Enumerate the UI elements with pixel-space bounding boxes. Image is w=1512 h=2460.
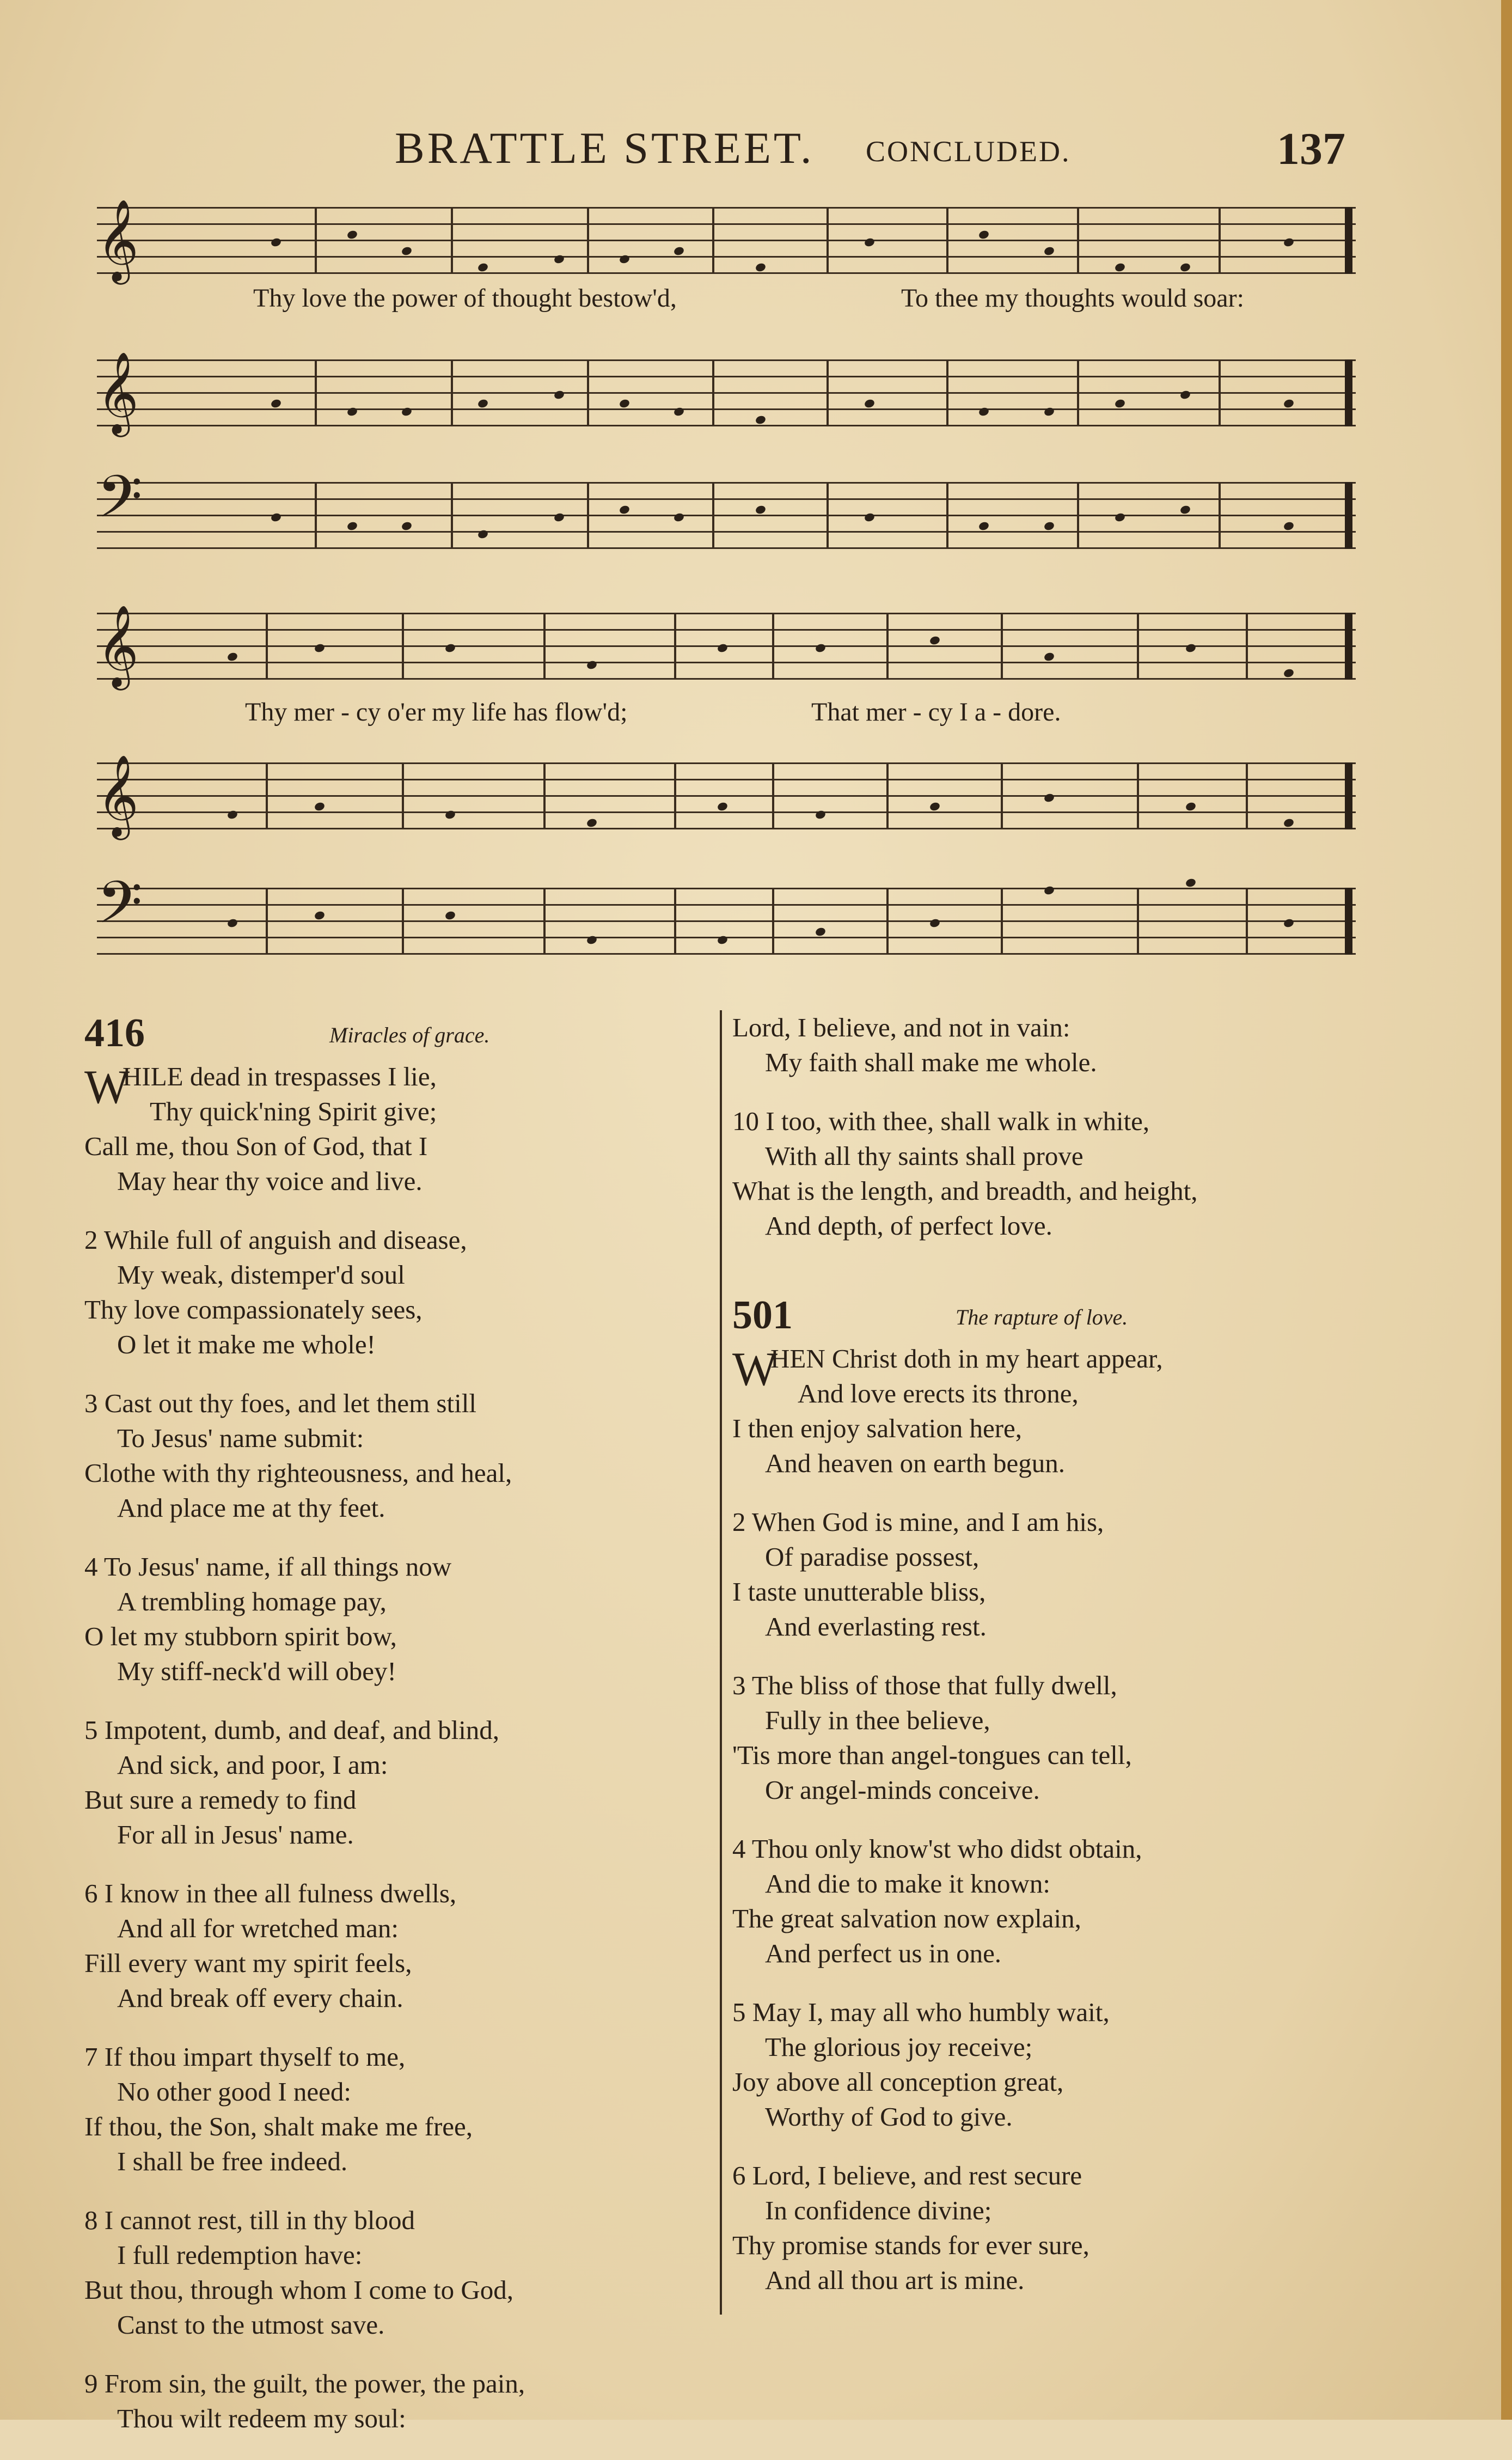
hymn-416-verse-9-continued: Lord, I believe, and not in vain: My faith shall make me whole. [732, 1012, 1097, 1077]
page-edge [1501, 0, 1512, 2420]
treble-clef-icon: 𝄞 [97, 754, 139, 837]
lyrics-line-2a: Thy mer - cy o'er my life has flow'd; [245, 698, 628, 727]
tune-subtitle: CONCLUDED. [866, 135, 1071, 168]
drop-cap: W [732, 1343, 778, 1396]
lyrics-line-1b: To thee my thoughts would soar: [901, 284, 1244, 313]
verse-2: 2 When God is mine, and I am his, Of paradise possest, I taste unutterable bliss, And everlasting rest. [732, 1507, 1104, 1641]
treble-clef-icon: 𝄞 [97, 351, 139, 434]
hymn-number: 416 [84, 1011, 145, 1055]
staff-treble-melody-2 [97, 604, 1356, 687]
verse-6: 6 I know in thee all fulness dwells, And all for wretched man: Fill every want my spirit feels, And break off every chain. [84, 1878, 457, 2013]
lyrics-line-2b: That mer - cy I a - dore. [811, 698, 1061, 727]
verse-4: 4 To Jesus' name, if all things now A trembling homage pay, O let my stubborn spirit bow, My stiff-neck'd will obey! [84, 1552, 452, 1686]
verse-7: 7 If thou impart thyself to me, No other good I need: If thou, the Son, shalt make me free, I shall be free indeed. [84, 2042, 473, 2176]
treble-clef-icon: 𝄞 [97, 198, 139, 281]
staff-treble-melody-1 [97, 198, 1356, 281]
hymn-501 [732, 1292, 1358, 2298]
treble-clef-icon: 𝄞 [97, 604, 139, 687]
verse-3: 3 Cast out thy foes, and let them still To Jesus' name submit: Clothe with thy righteousness, and heal, And place me at thy feet. [84, 1388, 512, 1523]
hymn-title: Miracles of grace. [329, 1023, 490, 1047]
bass-clef-icon: 𝄢 [97, 462, 143, 545]
drop-cap: W [84, 1061, 130, 1114]
lyrics-line-1: Thy love the power of thought bestow'd, [253, 284, 677, 313]
staff-treble-harmony-2 [97, 754, 1356, 837]
running-header [0, 123, 1512, 177]
verse-5: 5 Impotent, dumb, and deaf, and blind, And sick, and poor, I am: But sure a remedy to find For all in Jesus' name. [84, 1715, 500, 1849]
verse-1: W HEN Christ doth in my heart appear, And love erects its throne, I then enjoy salvation here, And heaven on earth begun. [732, 1343, 1163, 1478]
right-column [732, 1010, 1358, 2322]
verse-1: W HILE dead in trespasses I lie, Thy quick'ning Spirit give; Call me, thou Son of God, that I May hear thy voice and live. [84, 1061, 437, 1196]
bass-clef-icon: 𝄢 [97, 868, 143, 951]
verse-9: 9 From sin, the guilt, the power, the pain, Thou wilt redeem my soul: [84, 2369, 525, 2433]
staff-bass-1 [97, 462, 1356, 553]
staff-treble-harmony-1 [97, 351, 1356, 434]
hymn-number: 501 [732, 1293, 793, 1338]
verse-8: 8 I cannot rest, till in thy blood I full redemption have: But thou, through whom I come to God, Canst to the utmost save. [84, 2205, 514, 2340]
staff-bass-2 [97, 868, 1356, 959]
page-number: 137 [1277, 124, 1345, 174]
hymn-title: The rapture of love. [956, 1305, 1128, 1329]
hymn-416 [84, 1010, 711, 2460]
verse-4: 4 Thou only know'st who didst obtain, And die to make it known: The great salvation now explain, And perfect us in one. [732, 1834, 1142, 1968]
verse-6: 6 Lord, I believe, and rest secure In confidence divine; Thy promise stands for ever sure, And all thou art is mine. [732, 2160, 1089, 2295]
hymn-416-verse-10: 10 I too, with thee, shall walk in white, With all thy saints shall prove What is the length, and breadth, and height, And depth, of perfect love. [732, 1106, 1198, 1241]
tune-title: BRATTLE STREET. [395, 123, 815, 173]
verse-2: 2 While full of anguish and disease, My weak, distemper'd soul Thy love compassionately sees, O let it make me whole! [84, 1225, 467, 1359]
verse-5: 5 May I, may all who humbly wait, The glorious joy receive; Joy above all conception great, Worthy of God to give. [732, 1997, 1110, 2132]
column-divider [720, 1010, 722, 2315]
verse-3: 3 The bliss of those that fully dwell, Fully in thee believe, 'Tis more than angel-tongues can tell, Or angel-minds conceive. [732, 1670, 1132, 1805]
